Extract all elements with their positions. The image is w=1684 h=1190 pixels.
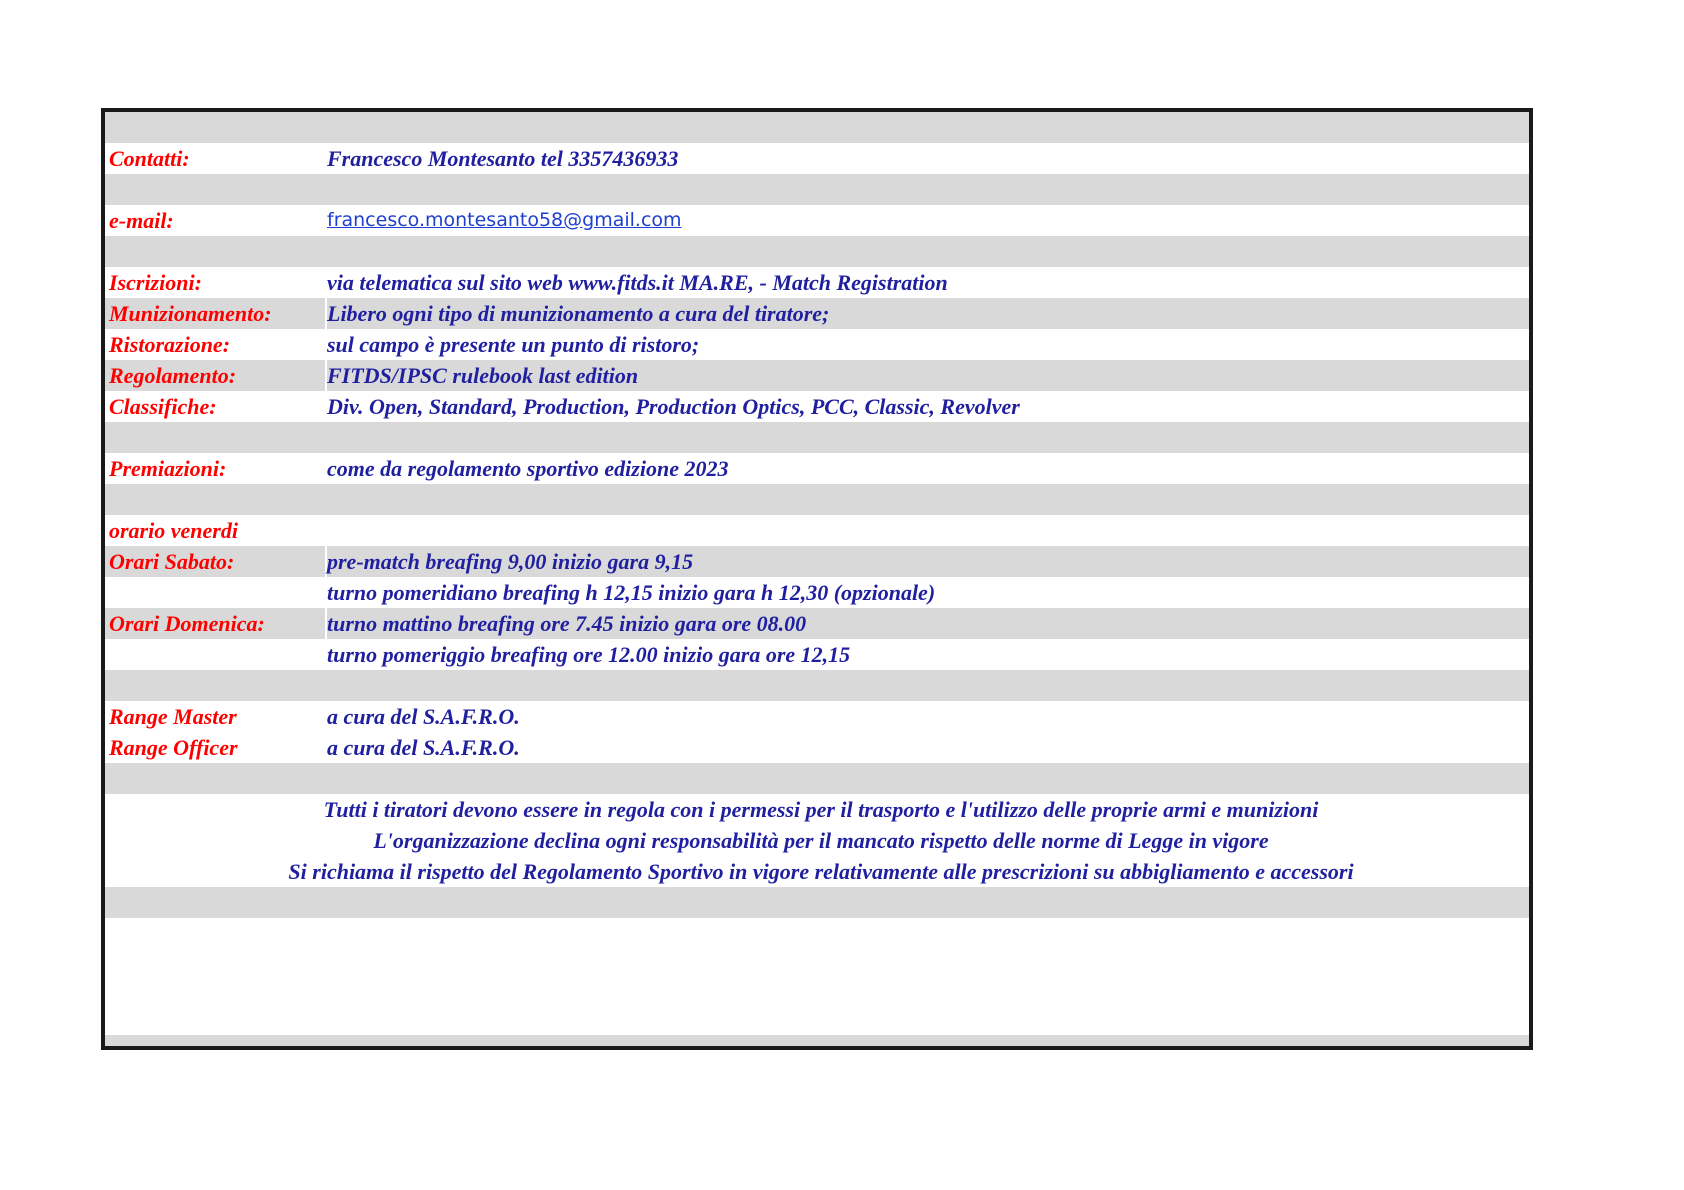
spacer-row (105, 887, 1533, 918)
row-contatti (105, 143, 1533, 174)
sabato-value-2: turno pomeridiano breafing h 12,15 inizio gara h 12,30 (opzionale) (327, 580, 936, 605)
domenica-value-2: turno pomeriggio breafing ore 12.00 inizio gara ore 12,15 (327, 642, 851, 667)
classifiche-value: Div. Open, Standard, Production, Production Optics, PCC, Classic, Revolver (327, 394, 1020, 419)
row-note-3 (105, 856, 1533, 887)
row-email (105, 205, 1533, 236)
spacer-row (105, 422, 1533, 453)
row-premiazioni (105, 453, 1533, 484)
domenica-label: Orari Domenica: (109, 611, 265, 636)
premiazioni-value: come da regolamento sportivo edizione 2023 (327, 456, 729, 481)
munizionamento-value: Libero ogni tipo di munizionamento a cura del tiratore; (327, 301, 830, 326)
spacer-row (105, 174, 1533, 205)
regolamento-value: FITDS/IPSC rulebook last edition (327, 363, 639, 388)
row-orari-domenica (105, 608, 1533, 639)
row-range-master (105, 701, 1533, 732)
range-officer-label: Range Officer (109, 735, 238, 760)
spacer-row (105, 763, 1533, 794)
row-regolamento (105, 360, 1533, 391)
row-ristorazione (105, 329, 1533, 360)
iscrizioni-label: Iscrizioni: (109, 270, 202, 295)
spacer-row (105, 1035, 1533, 1050)
sabato-value-1: pre-match breafing 9,00 inizio gara 9,15 (327, 549, 694, 574)
classifiche-label: Classifiche: (109, 394, 217, 419)
regolamento-label: Regolamento: (109, 363, 237, 388)
row-iscrizioni (105, 267, 1533, 298)
range-master-label: Range Master (109, 704, 237, 729)
premiazioni-label: Premiazioni: (109, 456, 227, 481)
row-orari-sabato (105, 546, 1533, 577)
row-sabato-pomeriggio (105, 577, 1533, 608)
email-label: e-mail: (109, 208, 174, 233)
ristorazione-label: Ristorazione: (109, 332, 231, 357)
row-note-2 (105, 825, 1533, 856)
row-orario-venerdi (105, 515, 1533, 546)
range-master-value: a cura del S.A.F.R.O. (327, 704, 520, 729)
domenica-value-1: turno mattino breafing ore 7.45 inizio gara ore 08.00 (327, 611, 807, 636)
row-domenica-pomeriggio (105, 639, 1533, 670)
venerdi-label: orario venerdi (109, 518, 238, 543)
munizionamento-label: Munizionamento: (109, 301, 272, 326)
row-range-officer (105, 732, 1533, 763)
row-classifiche (105, 391, 1533, 422)
row-munizionamento (105, 298, 1533, 329)
range-officer-value: a cura del S.A.F.R.O. (327, 735, 520, 760)
spacer-row (105, 484, 1533, 515)
note-responsabilita: L'organizzazione declina ogni responsabilità per il mancato rispetto delle norme di Legge in vigore (373, 828, 1269, 853)
info-sheet (101, 108, 1533, 1050)
email-link[interactable]: francesco.montesanto58@gmail.com (327, 209, 682, 231)
row-note-1 (105, 794, 1533, 825)
contatti-label: Contatti: (109, 146, 190, 171)
iscrizioni-value: via telematica sul sito web www.fitds.it MA.RE, - Match Registration (327, 270, 948, 295)
note-abbigliamento: Si richiama il rispetto del Regolamento Sportivo in vigore relativamente alle prescrizioni su abbigliamento e accessori (288, 859, 1354, 884)
sabato-label: Orari Sabato: (109, 549, 235, 574)
spacer-row (105, 670, 1533, 701)
spacer-row (105, 112, 1533, 143)
note-trasporto-armi: Tutti i tiratori devono essere in regola con i permessi per il trasporto e l'utilizzo delle proprie armi e munizioni (323, 797, 1319, 822)
empty-area (105, 918, 1533, 1035)
ristorazione-value: sul campo è presente un punto di ristoro; (327, 332, 700, 357)
spacer-row (105, 236, 1533, 267)
contatti-value: Francesco Montesanto tel 3357436933 (327, 146, 679, 171)
